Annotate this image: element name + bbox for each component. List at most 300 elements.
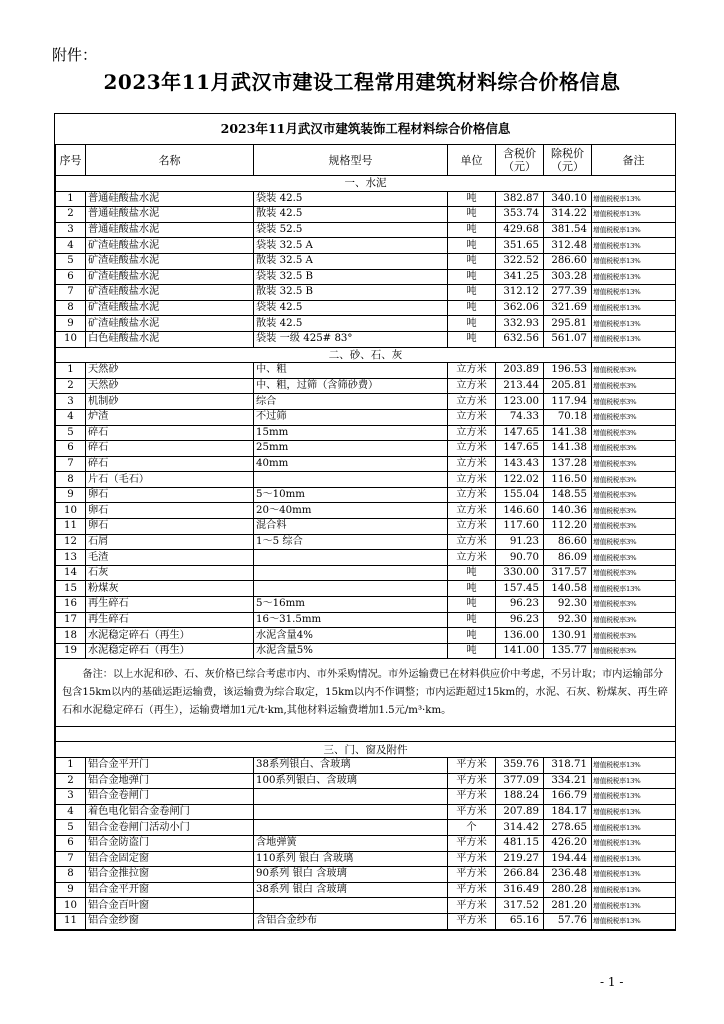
- page-title: 2023年11月武汉市建设工程常用建筑材料综合价格信息: [103, 70, 621, 94]
- cell-price-notax: 334.21: [544, 773, 592, 789]
- cell-note: 增值税税率13%: [592, 269, 676, 285]
- cell-unit: 平方米: [448, 773, 496, 789]
- header-no: 序号: [56, 145, 86, 176]
- table-row: [56, 519, 676, 535]
- cell-unit: 平方米: [448, 882, 496, 898]
- cell-spec: 16～31.5mm: [254, 612, 448, 628]
- cell-unit: 立方米: [448, 550, 496, 566]
- cell-price-notax: 205.81: [544, 378, 592, 394]
- cell-name: 铝合金防盗门: [86, 835, 254, 851]
- cell-no: 10: [56, 898, 86, 914]
- table-row: [56, 773, 676, 789]
- cell-no: 2: [56, 207, 86, 223]
- cell-price-tax: 146.60: [496, 503, 544, 519]
- cell-unit: 吨: [448, 597, 496, 613]
- cell-no: 16: [56, 597, 86, 613]
- cell-unit: 吨: [448, 253, 496, 269]
- cell-price-tax: 314.42: [496, 820, 544, 836]
- cell-price-notax: 137.28: [544, 456, 592, 472]
- cell-no: 8: [56, 300, 86, 316]
- cell-unit: 吨: [448, 285, 496, 301]
- cell-name: 铝合金平开窗: [86, 882, 254, 898]
- cell-price-notax: 561.07: [544, 331, 592, 347]
- cell-price-notax: 130.91: [544, 628, 592, 644]
- cell-price-notax: 426.20: [544, 835, 592, 851]
- cell-spec: 100系列银白、含玻璃: [254, 773, 448, 789]
- cell-name: 矿渣硅酸盐水泥: [86, 253, 254, 269]
- cell-spec: [254, 550, 448, 566]
- cell-price-notax: 92.30: [544, 597, 592, 613]
- cell-unit: 吨: [448, 300, 496, 316]
- cell-unit: 平方米: [448, 758, 496, 774]
- cell-spec: [254, 804, 448, 820]
- cell-no: 3: [56, 789, 86, 805]
- cell-price-notax: 148.55: [544, 487, 592, 503]
- cell-price-notax: 381.54: [544, 222, 592, 238]
- cell-name: 矿渣硅酸盐水泥: [86, 316, 254, 332]
- table-row: [56, 378, 676, 394]
- cell-note: 增值税税率3%: [592, 425, 676, 441]
- cell-spec: 40mm: [254, 456, 448, 472]
- cell-price-tax: 316.49: [496, 882, 544, 898]
- cell-price-tax: 91.23: [496, 534, 544, 550]
- section-title: 一、水泥: [56, 176, 676, 192]
- page-number: - 1 -: [600, 975, 624, 989]
- cell-unit: 吨: [448, 316, 496, 332]
- cell-no: 10: [56, 331, 86, 347]
- cell-spec: 1～5 综合: [254, 534, 448, 550]
- cell-price-tax: 322.52: [496, 253, 544, 269]
- cell-no: 2: [56, 773, 86, 789]
- cell-unit: 平方米: [448, 913, 496, 929]
- cell-spec: 水泥含量4%: [254, 628, 448, 644]
- table-row: [56, 253, 676, 269]
- cell-note: 增值税税率3%: [592, 363, 676, 379]
- cell-unit: 立方米: [448, 425, 496, 441]
- cell-unit: 立方米: [448, 534, 496, 550]
- table-row: [56, 820, 676, 836]
- table-row: [56, 898, 676, 914]
- cell-price-notax: 141.38: [544, 425, 592, 441]
- cell-name: 机制砂: [86, 394, 254, 410]
- cell-price-tax: 136.00: [496, 628, 544, 644]
- cell-unit: 吨: [448, 269, 496, 285]
- table-row: [56, 597, 676, 613]
- cell-note: 增值税税率13%: [592, 238, 676, 254]
- cell-name: 白色硅酸盐水泥: [86, 331, 254, 347]
- cell-no: 6: [56, 835, 86, 851]
- cell-spec: 不过筛: [254, 409, 448, 425]
- cell-spec: [254, 565, 448, 581]
- cell-price-notax: 140.58: [544, 581, 592, 597]
- cell-price-notax: 117.94: [544, 394, 592, 410]
- cell-price-notax: 184.17: [544, 804, 592, 820]
- cell-name: 碎石: [86, 441, 254, 457]
- cell-unit: 立方米: [448, 503, 496, 519]
- cell-spec: 含地弹簧: [254, 835, 448, 851]
- section-header-row: [56, 347, 676, 363]
- table-row: [56, 804, 676, 820]
- cell-name: 石屑: [86, 534, 254, 550]
- cell-note: 增值税税率3%: [592, 550, 676, 566]
- cell-spec: 5～16mm: [254, 597, 448, 613]
- cell-price-tax: 90.70: [496, 550, 544, 566]
- cell-spec: 综合: [254, 394, 448, 410]
- header-unit: 单位: [448, 145, 496, 176]
- cell-note: 增值税税率3%: [592, 612, 676, 628]
- cell-note: 增值税税率13%: [592, 191, 676, 207]
- cell-note: 增值税税率13%: [592, 898, 676, 914]
- table-row: [56, 581, 676, 597]
- cell-price-tax: 213.44: [496, 378, 544, 394]
- header-price-tax: 含税价（元）: [496, 145, 544, 176]
- cell-no: 4: [56, 804, 86, 820]
- table-row: [56, 565, 676, 581]
- cell-spec: [254, 581, 448, 597]
- spacer-row: [56, 727, 676, 742]
- cell-no: 11: [56, 519, 86, 535]
- cell-name: 卵石: [86, 519, 254, 535]
- cell-note: 增值税税率13%: [592, 300, 676, 316]
- cell-spec: 散装 42.5: [254, 207, 448, 223]
- cell-unit: 吨: [448, 222, 496, 238]
- cell-price-notax: 278.65: [544, 820, 592, 836]
- cell-price-tax: 155.04: [496, 487, 544, 503]
- cell-note: 增值税税率3%: [592, 597, 676, 613]
- table-row: [56, 472, 676, 488]
- cell-spec: 20～40mm: [254, 503, 448, 519]
- cell-note: 增值税税率13%: [592, 331, 676, 347]
- cell-note: 增值税税率3%: [592, 441, 676, 457]
- cell-unit: 平方米: [448, 898, 496, 914]
- cell-price-notax: 277.39: [544, 285, 592, 301]
- cell-note: 增值税税率13%: [592, 804, 676, 820]
- cell-note: 增值税税率3%: [592, 394, 676, 410]
- cell-price-tax: 96.23: [496, 612, 544, 628]
- cell-price-tax: 377.09: [496, 773, 544, 789]
- cell-name: 铝合金推拉窗: [86, 867, 254, 883]
- cell-no: 14: [56, 565, 86, 581]
- table-row: [56, 534, 676, 550]
- cell-note: 增值税税率13%: [592, 867, 676, 883]
- table-row: [56, 612, 676, 628]
- cell-price-tax: 332.93: [496, 316, 544, 332]
- cell-unit: 立方米: [448, 378, 496, 394]
- cell-price-tax: 157.45: [496, 581, 544, 597]
- cell-spec: 110系列 银白 含玻璃: [254, 851, 448, 867]
- cell-price-notax: 236.48: [544, 867, 592, 883]
- price-table-frame: [54, 113, 676, 931]
- cell-price-tax: 147.65: [496, 441, 544, 457]
- cell-no: 18: [56, 628, 86, 644]
- table-row: [56, 269, 676, 285]
- cell-name: 水泥稳定碎石（再生）: [86, 628, 254, 644]
- cell-name: 矿渣硅酸盐水泥: [86, 285, 254, 301]
- cell-spec: 水泥含量5%: [254, 643, 448, 659]
- cell-price-tax: 317.52: [496, 898, 544, 914]
- cell-spec: 中、粗，过筛（含筛砂费）: [254, 378, 448, 394]
- cell-no: 11: [56, 913, 86, 929]
- cell-name: 矿渣硅酸盐水泥: [86, 300, 254, 316]
- cell-name: 普通硅酸盐水泥: [86, 222, 254, 238]
- cell-spec: 38系列 银白 含玻璃: [254, 882, 448, 898]
- cell-price-notax: 303.28: [544, 269, 592, 285]
- cell-price-notax: 196.53: [544, 363, 592, 379]
- cell-unit: 立方米: [448, 441, 496, 457]
- cell-unit: 吨: [448, 612, 496, 628]
- cell-spec: 含铝合金纱布: [254, 913, 448, 929]
- cell-unit: 吨: [448, 238, 496, 254]
- cell-no: 1: [56, 191, 86, 207]
- cell-name: 卵石: [86, 487, 254, 503]
- cell-price-tax: 481.15: [496, 835, 544, 851]
- cell-unit: 吨: [448, 643, 496, 659]
- cell-unit: 平方米: [448, 789, 496, 805]
- cell-no: 12: [56, 534, 86, 550]
- cell-price-notax: 280.28: [544, 882, 592, 898]
- table-row: [56, 835, 676, 851]
- table-row: [56, 758, 676, 774]
- cell-no: 9: [56, 316, 86, 332]
- cell-price-notax: 314.22: [544, 207, 592, 223]
- cell-price-notax: 135.77: [544, 643, 592, 659]
- table-row: [56, 789, 676, 805]
- table-row: [56, 487, 676, 503]
- section-header-row: [56, 176, 676, 192]
- cell-note: 增值税税率13%: [592, 913, 676, 929]
- cell-unit: 立方米: [448, 394, 496, 410]
- cell-no: 3: [56, 222, 86, 238]
- table-row: [56, 238, 676, 254]
- section-header-row: [56, 742, 676, 758]
- cell-price-tax: 141.00: [496, 643, 544, 659]
- cell-no: 1: [56, 363, 86, 379]
- cell-spec: 38系列银白、含玻璃: [254, 758, 448, 774]
- cell-note: 增值税税率13%: [592, 773, 676, 789]
- cell-spec: 90系列 银白 含玻璃: [254, 867, 448, 883]
- cell-name: 着色电化铝合金卷闸门: [86, 804, 254, 820]
- table-row: [56, 425, 676, 441]
- table-row: [56, 913, 676, 929]
- cell-name: 矿渣硅酸盐水泥: [86, 269, 254, 285]
- remark-text: 备注：以上水泥和砂、石、灰价格已综合考虑市内、市外采购情况。市外运输费已在材料供应价中考虑，不另计取；市内运输部分包含15km以内的基础运距运输费，该运输费为综合取定，15km以内不作调整；市内运距超过15km的，水泥、石灰、粉煤灰、再生碎石和水泥稳定碎石（再生），运输费增加1元/t·km,其他材料运输费增加1.5元/m³·km。: [56, 659, 676, 727]
- spacer-cell: [56, 727, 676, 742]
- cell-spec: [254, 789, 448, 805]
- cell-price-notax: 140.36: [544, 503, 592, 519]
- cell-unit: 立方米: [448, 519, 496, 535]
- cell-unit: 平方米: [448, 804, 496, 820]
- cell-price-tax: 382.87: [496, 191, 544, 207]
- cell-note: 增值税税率3%: [592, 534, 676, 550]
- cell-no: 2: [56, 378, 86, 394]
- cell-spec: 15mm: [254, 425, 448, 441]
- table-row: [56, 207, 676, 223]
- cell-name: 再生碎石: [86, 597, 254, 613]
- cell-no: 4: [56, 409, 86, 425]
- cell-spec: 袋装 42.5: [254, 300, 448, 316]
- cell-name: 粉煤灰: [86, 581, 254, 597]
- cell-spec: 散装 32.5 A: [254, 253, 448, 269]
- table-row: [56, 867, 676, 883]
- cell-spec: 袋装 52.5: [254, 222, 448, 238]
- cell-note: 增值税税率13%: [592, 207, 676, 223]
- cell-price-tax: 351.65: [496, 238, 544, 254]
- cell-price-tax: 312.12: [496, 285, 544, 301]
- cell-name: 矿渣硅酸盐水泥: [86, 238, 254, 254]
- cell-name: 铝合金纱窗: [86, 913, 254, 929]
- cell-unit: 吨: [448, 565, 496, 581]
- cell-no: 5: [56, 425, 86, 441]
- cell-unit: 平方米: [448, 835, 496, 851]
- cell-note: 增值税税率13%: [592, 253, 676, 269]
- cell-price-notax: 286.60: [544, 253, 592, 269]
- cell-name: 铝合金平开门: [86, 758, 254, 774]
- cell-spec: [254, 820, 448, 836]
- cell-price-notax: 92.30: [544, 612, 592, 628]
- cell-spec: 散装 42.5: [254, 316, 448, 332]
- cell-name: 石灰: [86, 565, 254, 581]
- cell-name: 铝合金卷闸门活动小门: [86, 820, 254, 836]
- cell-spec: 5～10mm: [254, 487, 448, 503]
- cell-price-tax: 632.56: [496, 331, 544, 347]
- cell-spec: 袋装 一级 425# 83°: [254, 331, 448, 347]
- cell-note: 增值税税率3%: [592, 643, 676, 659]
- header-note: 备注: [592, 145, 676, 176]
- cell-note: 增值税税率3%: [592, 378, 676, 394]
- header-spec: 规格型号: [254, 145, 448, 176]
- cell-price-notax: 86.60: [544, 534, 592, 550]
- cell-unit: 立方米: [448, 409, 496, 425]
- cell-no: 3: [56, 394, 86, 410]
- cell-price-tax: 65.16: [496, 913, 544, 929]
- cell-price-tax: 147.65: [496, 425, 544, 441]
- table-header-row: [56, 145, 676, 176]
- table-row: [56, 222, 676, 238]
- cell-note: 增值税税率13%: [592, 789, 676, 805]
- cell-name: 天然砂: [86, 363, 254, 379]
- cell-spec: [254, 898, 448, 914]
- cell-price-notax: 166.79: [544, 789, 592, 805]
- cell-unit: 立方米: [448, 472, 496, 488]
- cell-no: 5: [56, 820, 86, 836]
- header-name: 名称: [86, 145, 254, 176]
- cell-price-notax: 194.44: [544, 851, 592, 867]
- cell-price-tax: 203.89: [496, 363, 544, 379]
- cell-no: 7: [56, 851, 86, 867]
- cell-note: 增值税税率3%: [592, 565, 676, 581]
- cell-note: 增值税税率3%: [592, 472, 676, 488]
- cell-name: 普通硅酸盐水泥: [86, 191, 254, 207]
- cell-note: 增值税税率13%: [592, 581, 676, 597]
- cell-name: 碎石: [86, 456, 254, 472]
- header-price-notax: 除税价（元）: [544, 145, 592, 176]
- cell-no: 6: [56, 441, 86, 457]
- cell-price-tax: 362.06: [496, 300, 544, 316]
- cell-unit: 平方米: [448, 867, 496, 883]
- cell-unit: 立方米: [448, 456, 496, 472]
- cell-price-notax: 86.09: [544, 550, 592, 566]
- price-table: [55, 114, 676, 930]
- cell-note: 增值税税率13%: [592, 222, 676, 238]
- table-row: [56, 363, 676, 379]
- cell-name: 片石（毛石）: [86, 472, 254, 488]
- cell-price-notax: 321.69: [544, 300, 592, 316]
- cell-no: 10: [56, 503, 86, 519]
- cell-name: 卵石: [86, 503, 254, 519]
- cell-price-notax: 295.81: [544, 316, 592, 332]
- cell-price-tax: 207.89: [496, 804, 544, 820]
- table-row: [56, 643, 676, 659]
- cell-no: 4: [56, 238, 86, 254]
- cell-price-tax: 219.27: [496, 851, 544, 867]
- table-title-row: [56, 114, 676, 145]
- cell-name: 毛渣: [86, 550, 254, 566]
- cell-price-tax: 429.68: [496, 222, 544, 238]
- table-row: [56, 409, 676, 425]
- cell-no: 8: [56, 472, 86, 488]
- cell-unit: 吨: [448, 207, 496, 223]
- table-row: [56, 628, 676, 644]
- cell-no: 17: [56, 612, 86, 628]
- cell-no: 1: [56, 758, 86, 774]
- cell-name: 水泥稳定碎石（再生）: [86, 643, 254, 659]
- cell-name: 再生碎石: [86, 612, 254, 628]
- cell-note: 增值税税率13%: [592, 285, 676, 301]
- cell-spec: [254, 472, 448, 488]
- cell-spec: 袋装 32.5 B: [254, 269, 448, 285]
- cell-name: 普通硅酸盐水泥: [86, 207, 254, 223]
- cell-spec: 混合料: [254, 519, 448, 535]
- cell-price-notax: 281.20: [544, 898, 592, 914]
- cell-price-tax: 123.00: [496, 394, 544, 410]
- cell-price-tax: 96.23: [496, 597, 544, 613]
- cell-note: 增值税税率13%: [592, 835, 676, 851]
- cell-no: 9: [56, 487, 86, 503]
- cell-price-notax: 112.20: [544, 519, 592, 535]
- cell-price-notax: 317.57: [544, 565, 592, 581]
- cell-price-tax: 117.60: [496, 519, 544, 535]
- attachment-label: 附件：: [52, 46, 98, 64]
- cell-name: 碎石: [86, 425, 254, 441]
- cell-price-tax: 188.24: [496, 789, 544, 805]
- cell-spec: 袋装 32.5 A: [254, 238, 448, 254]
- cell-name: 铝合金固定窗: [86, 851, 254, 867]
- cell-unit: 吨: [448, 331, 496, 347]
- cell-price-tax: 330.00: [496, 565, 544, 581]
- cell-note: 增值税税率13%: [592, 882, 676, 898]
- cell-no: 19: [56, 643, 86, 659]
- table-row: [56, 441, 676, 457]
- cell-unit: 平方米: [448, 851, 496, 867]
- table-row: [56, 851, 676, 867]
- cell-name: 炉渣: [86, 409, 254, 425]
- cell-note: 增值税税率3%: [592, 456, 676, 472]
- section-title: 三、门、窗及附件: [56, 742, 676, 758]
- cell-price-notax: 141.38: [544, 441, 592, 457]
- cell-price-tax: 266.84: [496, 867, 544, 883]
- cell-price-tax: 74.33: [496, 409, 544, 425]
- cell-unit: 吨: [448, 581, 496, 597]
- cell-price-tax: 359.76: [496, 758, 544, 774]
- cell-note: 增值税税率13%: [592, 758, 676, 774]
- section-title: 二、砂、石、灰: [56, 347, 676, 363]
- table-row: [56, 503, 676, 519]
- table-row: [56, 285, 676, 301]
- remark-row: [56, 659, 676, 727]
- cell-note: 增值税税率3%: [592, 503, 676, 519]
- table-row: [56, 550, 676, 566]
- cell-note: 增值税税率3%: [592, 487, 676, 503]
